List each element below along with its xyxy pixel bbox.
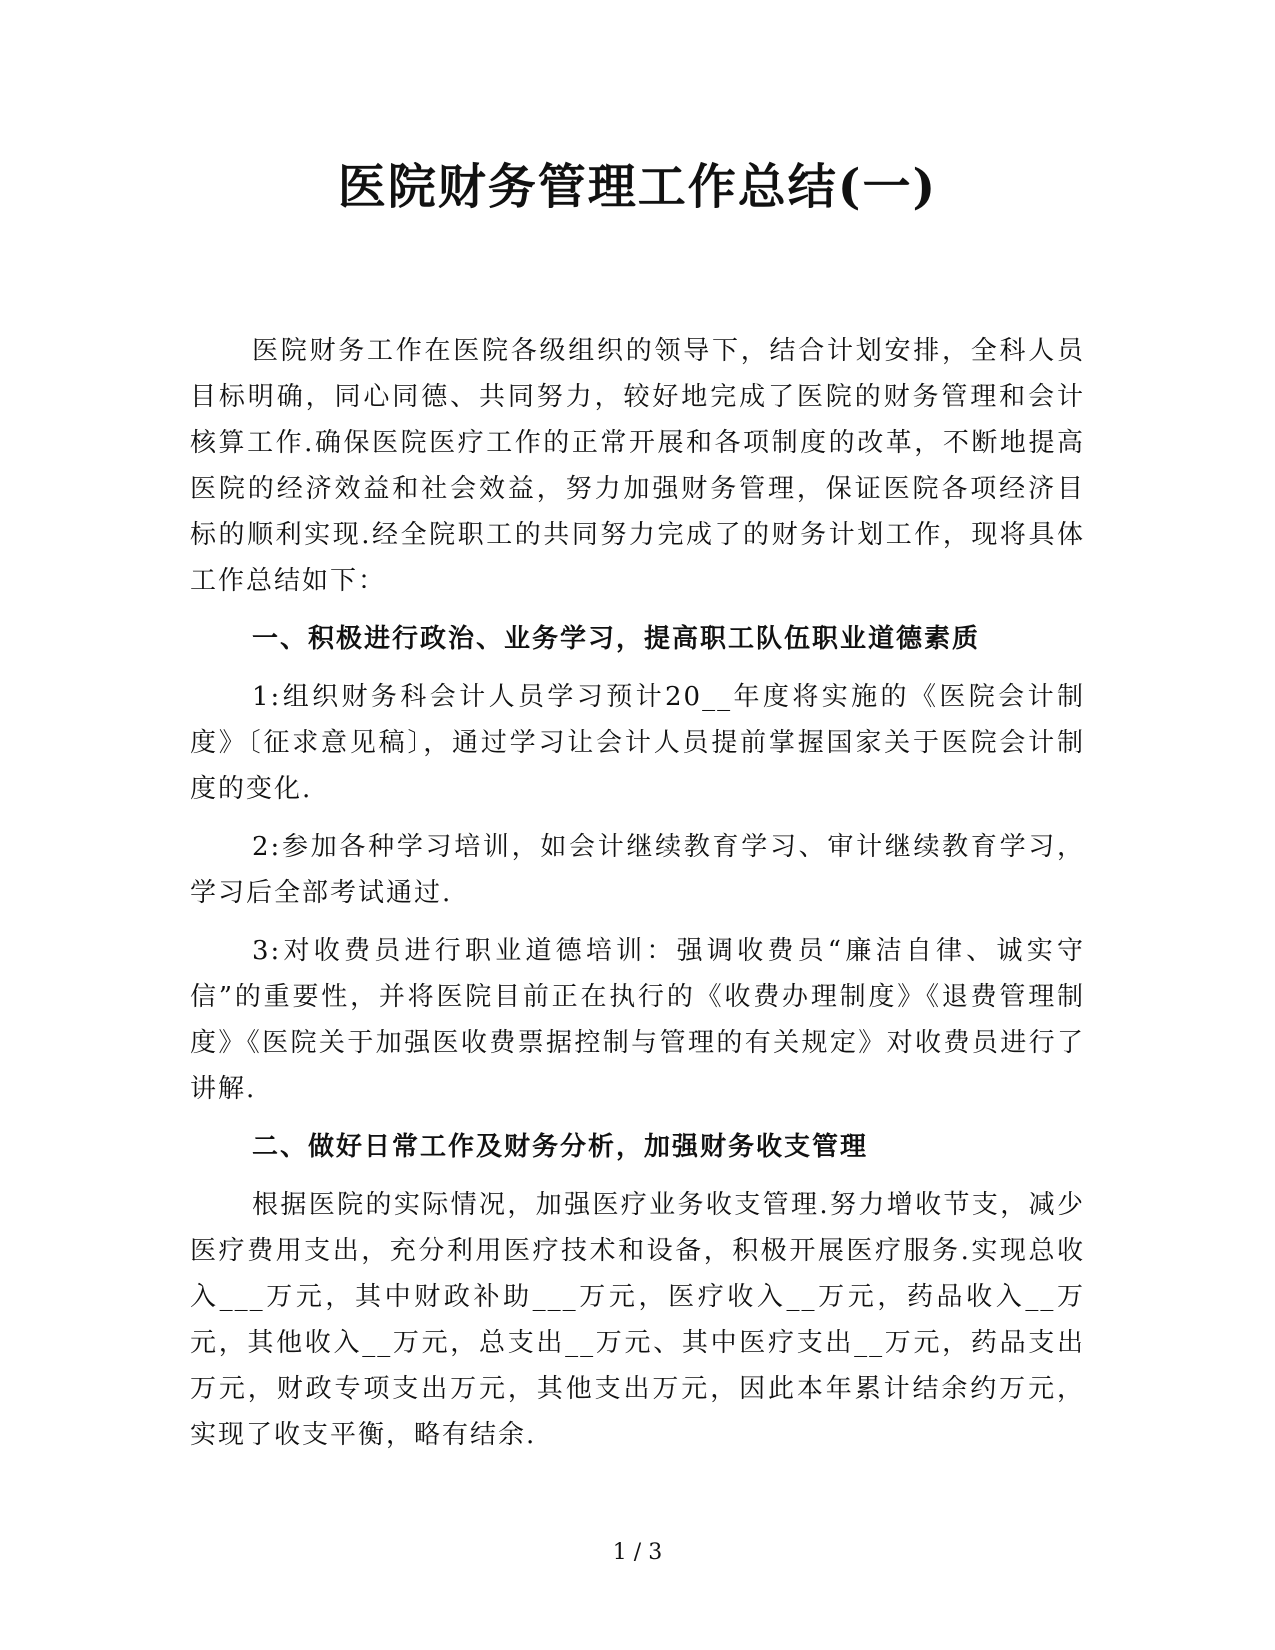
section-heading-1: 一、积极进行政治、业务学习，提高职工队伍职业道德素质 [252,624,981,654]
section-2-paragraph: 根据医院的实际情况，加强医疗业务收支管理.努力增收节支，减少医疗费用支出，充分利用医疗技术和设备，积极开展医疗服务.实现总收入___万元，其中财政补助___万元，医疗收入__万元，药品收入__万元，其他收入__万元，总支出__万元、其中医疗支出__万元，药品支出万元，财政专项支出万元，其他支出万元，因此本年累计结余约万元，实现了收支平衡，略有结余. [190,1190,1085,1450]
intro-paragraph: 医院财务工作在医院各级组织的领导下，结合计划安排，全科人员目标明确，同心同德、共同努力，较好地完成了医院的财务管理和会计核算工作.确保医院医疗工作的正常开展和各项制度的改革，不断地提高医院的经济效益和社会效益，努力加强财务管理，保证医院各项经济目标的顺利实现.经全院职工的共同努力完成了的财务计划工作，现将具体工作总结如下： [190,336,1085,596]
page-number: 1 / 3 [612,1540,663,1565]
document-body [190,328,1085,1470]
section-1-item-2: 2:参加各种学习培训，如会计继续教育学习、审计继续教育学习，学习后全部考试通过. [190,832,1085,908]
section-1-item-1: 1:组织财务科会计人员学习预计20__年度将实施的《医院会计制度》〔征求意见稿〕，通过学习让会计人员提前掌握国家关于医院会计制度的变化. [190,682,1085,804]
section-heading-2: 二、做好日常工作及财务分析，加强财务收支管理 [252,1132,869,1162]
section-1-item-3: 3:对收费员进行职业道德培训：强调收费员“廉洁自律、诚实守信”的重要性，并将医院目前正在执行的《收费办理制度》《退费管理制度》《医院关于加强医收费票据控制与管理的有关规定》对收费员进行了讲解. [190,936,1085,1104]
page-title: 医院财务管理工作总结(一) [337,159,938,215]
